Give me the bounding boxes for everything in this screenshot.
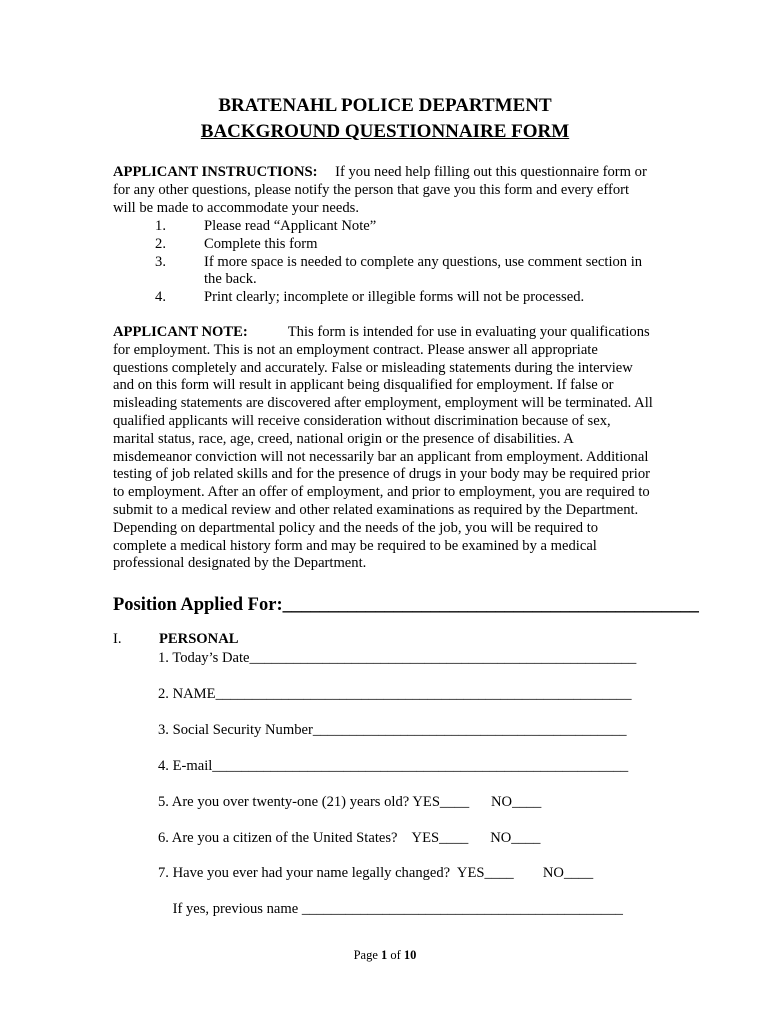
current-page: 1 bbox=[381, 948, 388, 962]
list-item bbox=[113, 289, 653, 307]
page-number bbox=[0, 947, 770, 965]
total-pages: 10 bbox=[403, 948, 417, 962]
list-item-number: 3. bbox=[155, 253, 166, 270]
section-number: I. bbox=[113, 631, 122, 647]
list-item bbox=[113, 236, 653, 254]
name-changed-question[interactable]: 7. Have you ever had your name legally changed? YES____ NO____ bbox=[158, 865, 594, 881]
of-word: of bbox=[387, 948, 404, 962]
list-item-number: 2. bbox=[155, 235, 166, 252]
applicant-instructions bbox=[113, 164, 653, 217]
position-label: Position Applied For: bbox=[113, 595, 283, 615]
list-item bbox=[113, 218, 653, 236]
email-field[interactable]: 4. E-mail_________________________________________________________ bbox=[158, 758, 629, 774]
list-item-number: 1. bbox=[155, 218, 166, 234]
list-item-text: If more space is needed to complete any questions, use comment section in the back. bbox=[204, 253, 643, 288]
over-21-question[interactable]: 5. Are you over twenty-one (21) years old? YES____ NO____ bbox=[158, 794, 542, 810]
previous-name-field[interactable]: If yes, previous name ____________________________________________ bbox=[158, 901, 623, 917]
applicant-note bbox=[113, 324, 653, 573]
department-title: BRATENAHL POLICE DEPARTMENT bbox=[218, 95, 552, 116]
position-applied-for[interactable] bbox=[113, 594, 699, 616]
list-item-text: Complete this form bbox=[204, 235, 318, 252]
todays-date-field[interactable]: 1. Today’s Date_____________________________________________________ bbox=[158, 650, 637, 666]
instructions-text: If you need help filling out this questionnaire form or for any other questions, please notify the person that gave you this form and every effort will be made to accommodate your needs. bbox=[113, 164, 647, 216]
instructions-list bbox=[113, 218, 653, 307]
ssn-field[interactable]: 3. Social Security Number___________________________________________ bbox=[158, 722, 627, 738]
form-title: BACKGROUND QUESTIONNAIRE FORM bbox=[200, 121, 570, 142]
page-word: Page bbox=[353, 948, 381, 962]
position-field[interactable]: _____________________________________________ bbox=[282, 595, 699, 615]
section-title: PERSONAL bbox=[159, 631, 239, 647]
note-label: APPLICANT NOTE: bbox=[113, 324, 248, 340]
list-item bbox=[113, 254, 653, 290]
list-item-number: 4. bbox=[155, 289, 166, 306]
note-text: This form is intended for use in evaluating your qualifications for employment. This is not an employment contract. Please answer all appropriate questions completely and accurately. False or misleading statements during the interview and on this form will result in applicant being disqualified for employment. If false or misleading statements are discovered after employment, employment will be terminated. All qualified applicants will receive consideration without discrimination because of sex, marital status, race, age, creed, national origin or the presence of disabilities. A misdemeanor conviction will not necessarily bar an applicant from employment. Additional testing of job related skills and for the presence of drugs in your body may be required prior to employment. After an offer of employment, and prior to employment, you are required to submit to a medical review and other related examinations as required by the Department. Depending on departmental policy and the needs of the job, you will be required to complete a medical history form and may be required to be examined by a medical professional designated by the Department. bbox=[113, 324, 653, 572]
list-item-text: Print clearly; incomplete or illegible forms will not be processed. bbox=[204, 289, 585, 306]
citizen-question[interactable]: 6. Are you a citizen of the United States? YES____ NO____ bbox=[158, 830, 541, 846]
instructions-label: APPLICANT INSTRUCTIONS: bbox=[113, 164, 318, 180]
name-field[interactable]: 2. NAME_________________________________________________________ bbox=[158, 686, 632, 702]
list-item-text: Please read “Applicant Note” bbox=[204, 218, 377, 234]
section-personal-heading bbox=[113, 631, 238, 649]
